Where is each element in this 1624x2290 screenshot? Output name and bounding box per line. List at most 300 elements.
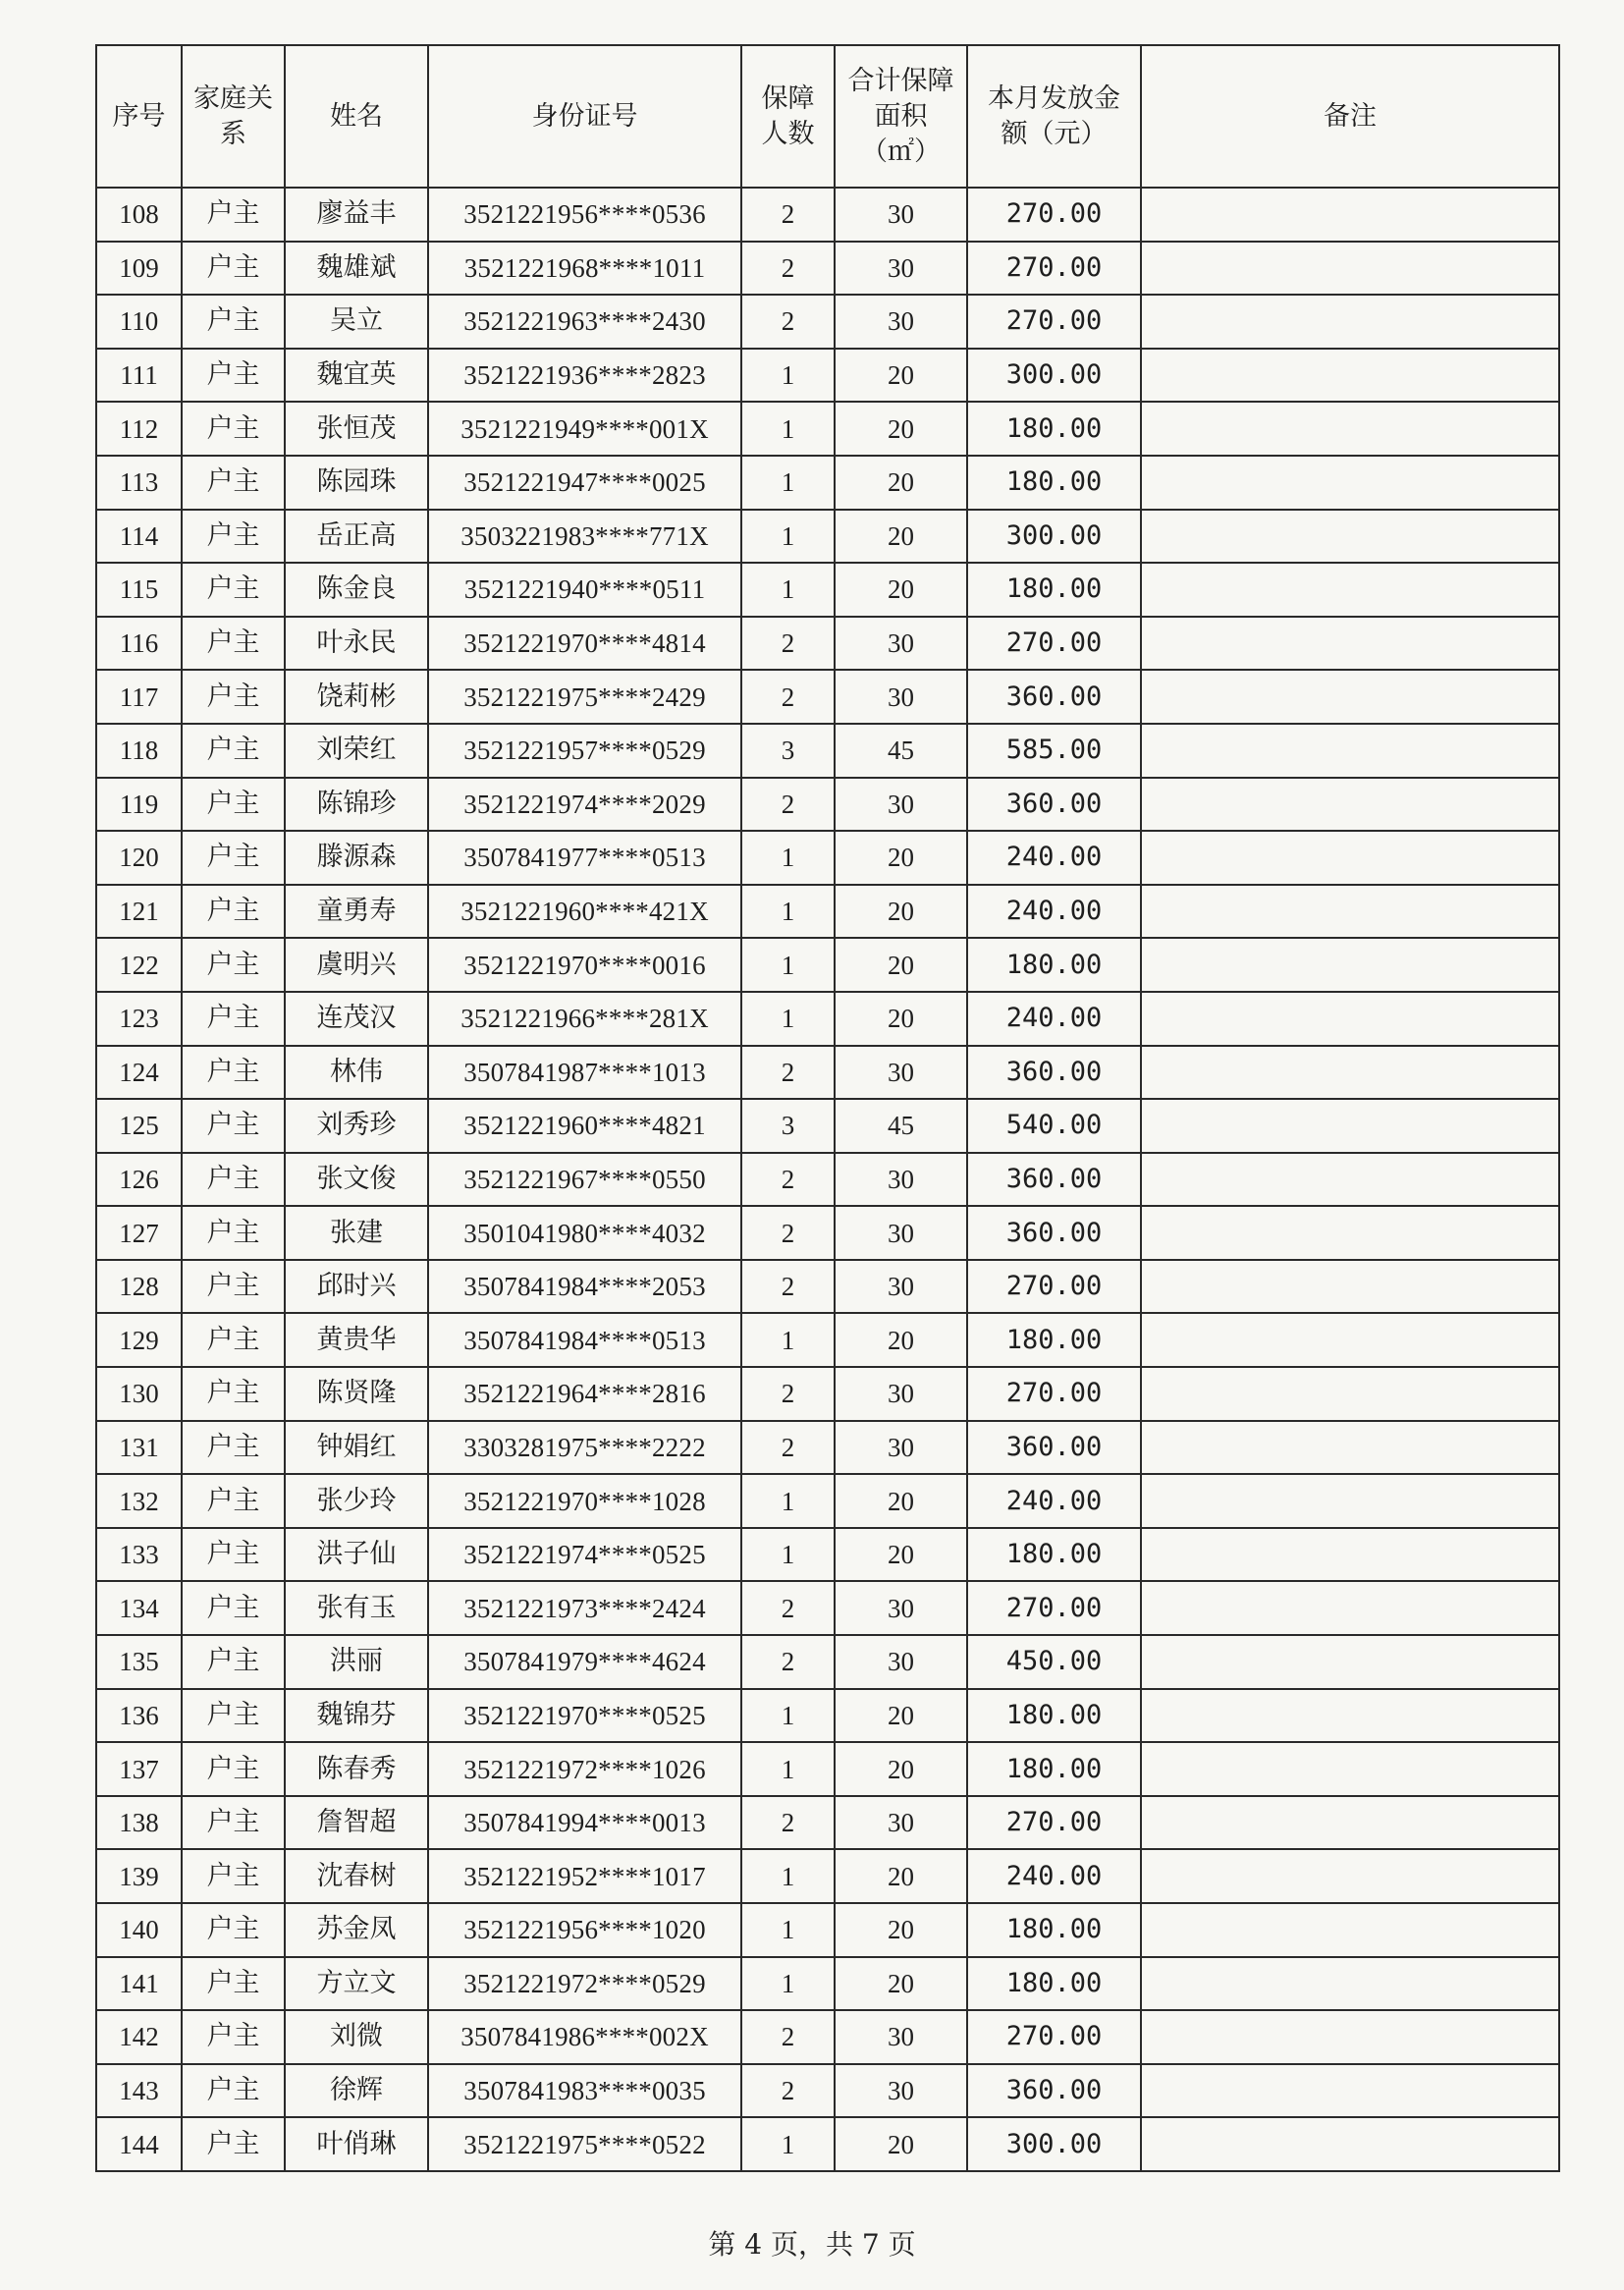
cell-relation: 户主 <box>182 1581 285 1635</box>
cell-remark <box>1141 563 1559 617</box>
cell-remark <box>1141 1367 1559 1421</box>
table-row <box>96 402 1559 456</box>
cell-amount: 270.00 <box>967 1260 1141 1314</box>
cell-id-number: 3507841994****0013 <box>428 1796 741 1850</box>
header-name: 姓名 <box>285 45 428 188</box>
cell-id-number: 3521221972****1026 <box>428 1742 741 1796</box>
cell-remark <box>1141 349 1559 403</box>
cell-area: 30 <box>835 778 967 832</box>
cell-seq: 140 <box>96 1903 182 1957</box>
cell-relation: 户主 <box>182 670 285 724</box>
cell-id-number: 3521221947****0025 <box>428 456 741 510</box>
cell-area: 20 <box>835 402 967 456</box>
cell-seq: 119 <box>96 778 182 832</box>
cell-persons: 1 <box>741 831 835 885</box>
table-row <box>96 188 1559 242</box>
cell-id-number: 3507841984****0513 <box>428 1313 741 1367</box>
table-row <box>96 617 1559 671</box>
cell-amount: 300.00 <box>967 2117 1141 2171</box>
header-row <box>96 45 1559 188</box>
cell-amount: 240.00 <box>967 885 1141 939</box>
cell-amount: 540.00 <box>967 1099 1141 1153</box>
cell-seq: 138 <box>96 1796 182 1850</box>
cell-id-number: 3521221964****2816 <box>428 1367 741 1421</box>
cell-id-number: 3501041980****4032 <box>428 1206 741 1260</box>
cell-persons: 1 <box>741 1849 835 1903</box>
cell-relation: 户主 <box>182 1742 285 1796</box>
cell-id-number: 3521221956****1020 <box>428 1903 741 1957</box>
table-row <box>96 2117 1559 2171</box>
table-row <box>96 1849 1559 1903</box>
cell-id-number: 3521221970****1028 <box>428 1474 741 1528</box>
cell-persons: 1 <box>741 402 835 456</box>
cell-remark <box>1141 1099 1559 1153</box>
cell-persons: 3 <box>741 724 835 778</box>
cell-area: 20 <box>835 1689 967 1743</box>
cell-remark <box>1141 1046 1559 1100</box>
cell-persons: 1 <box>741 992 835 1046</box>
cell-persons: 1 <box>741 1957 835 2011</box>
cell-id-number: 3521221973****2424 <box>428 1581 741 1635</box>
cell-area: 20 <box>835 885 967 939</box>
cell-remark <box>1141 2010 1559 2064</box>
table-row <box>96 1260 1559 1314</box>
header-remarks: 备注 <box>1141 45 1559 188</box>
cell-relation: 户主 <box>182 188 285 242</box>
cell-remark <box>1141 242 1559 296</box>
cell-remark <box>1141 1474 1559 1528</box>
table-row <box>96 1689 1559 1743</box>
cell-id-number: 3521221972****0529 <box>428 1957 741 2011</box>
cell-area: 20 <box>835 831 967 885</box>
cell-area: 30 <box>835 242 967 296</box>
header-seq: 序号 <box>96 45 182 188</box>
cell-name: 沈春树 <box>285 1849 428 1903</box>
cell-relation: 户主 <box>182 1206 285 1260</box>
cell-amount: 180.00 <box>967 1903 1141 1957</box>
cell-remark <box>1141 831 1559 885</box>
cell-seq: 115 <box>96 563 182 617</box>
cell-amount: 270.00 <box>967 1796 1141 1850</box>
cell-id-number: 3521221949****001X <box>428 402 741 456</box>
cell-area: 30 <box>835 1260 967 1314</box>
cell-area: 20 <box>835 2117 967 2171</box>
page-number: 第 4 页，共 7 页 <box>708 2228 916 2261</box>
cell-name: 陈锦珍 <box>285 778 428 832</box>
cell-relation: 户主 <box>182 1903 285 1957</box>
cell-name: 苏金凤 <box>285 1903 428 1957</box>
cell-area: 30 <box>835 1367 967 1421</box>
cell-id-number: 3521221936****2823 <box>428 349 741 403</box>
cell-remark <box>1141 938 1559 992</box>
cell-relation: 户主 <box>182 1474 285 1528</box>
cell-name: 廖益丰 <box>285 188 428 242</box>
table-row <box>96 1421 1559 1475</box>
cell-seq: 126 <box>96 1153 182 1207</box>
cell-area: 30 <box>835 1635 967 1689</box>
cell-id-number: 3521221974****0525 <box>428 1528 741 1582</box>
cell-amount: 360.00 <box>967 1153 1141 1207</box>
cell-amount: 270.00 <box>967 2010 1141 2064</box>
table-row <box>96 1957 1559 2011</box>
cell-seq: 123 <box>96 992 182 1046</box>
cell-relation: 户主 <box>182 1849 285 1903</box>
cell-id-number: 3521221975****2429 <box>428 670 741 724</box>
cell-seq: 134 <box>96 1581 182 1635</box>
cell-area: 45 <box>835 724 967 778</box>
cell-relation: 户主 <box>182 724 285 778</box>
cell-remark <box>1141 1903 1559 1957</box>
cell-remark <box>1141 1689 1559 1743</box>
cell-area: 30 <box>835 1153 967 1207</box>
cell-persons: 2 <box>741 1206 835 1260</box>
cell-persons: 2 <box>741 1581 835 1635</box>
table-row <box>96 1796 1559 1850</box>
cell-seq: 116 <box>96 617 182 671</box>
cell-persons: 2 <box>741 1046 835 1100</box>
cell-seq: 127 <box>96 1206 182 1260</box>
cell-amount: 360.00 <box>967 1046 1141 1100</box>
cell-area: 30 <box>835 1421 967 1475</box>
cell-id-number: 3507841979****4624 <box>428 1635 741 1689</box>
cell-amount: 270.00 <box>967 295 1141 349</box>
cell-relation: 户主 <box>182 1635 285 1689</box>
cell-area: 20 <box>835 1849 967 1903</box>
cell-amount: 270.00 <box>967 1581 1141 1635</box>
cell-amount: 180.00 <box>967 1528 1141 1582</box>
cell-relation: 户主 <box>182 1957 285 2011</box>
cell-persons: 1 <box>741 510 835 564</box>
table-row <box>96 1742 1559 1796</box>
cell-persons: 1 <box>741 1742 835 1796</box>
cell-id-number: 3521221960****4821 <box>428 1099 741 1153</box>
cell-persons: 2 <box>741 617 835 671</box>
cell-remark <box>1141 1796 1559 1850</box>
cell-id-number: 3521221956****0536 <box>428 188 741 242</box>
cell-id-number: 3521221940****0511 <box>428 563 741 617</box>
cell-persons: 1 <box>741 563 835 617</box>
cell-amount: 360.00 <box>967 1421 1141 1475</box>
cell-id-number: 3521221970****0016 <box>428 938 741 992</box>
cell-remark <box>1141 670 1559 724</box>
cell-persons: 1 <box>741 1474 835 1528</box>
cell-remark <box>1141 1957 1559 2011</box>
cell-seq: 135 <box>96 1635 182 1689</box>
cell-area: 30 <box>835 670 967 724</box>
cell-seq: 132 <box>96 1474 182 1528</box>
cell-name: 张少玲 <box>285 1474 428 1528</box>
cell-area: 20 <box>835 510 967 564</box>
cell-seq: 124 <box>96 1046 182 1100</box>
table-row <box>96 1313 1559 1367</box>
cell-amount: 180.00 <box>967 1957 1141 2011</box>
cell-area: 20 <box>835 1742 967 1796</box>
cell-remark <box>1141 1849 1559 1903</box>
cell-relation: 户主 <box>182 349 285 403</box>
cell-relation: 户主 <box>182 992 285 1046</box>
cell-seq: 133 <box>96 1528 182 1582</box>
cell-area: 30 <box>835 295 967 349</box>
cell-seq: 110 <box>96 295 182 349</box>
cell-area: 20 <box>835 1474 967 1528</box>
cell-name: 詹智超 <box>285 1796 428 1850</box>
cell-id-number: 3507841977****0513 <box>428 831 741 885</box>
cell-remark <box>1141 885 1559 939</box>
cell-persons: 1 <box>741 1689 835 1743</box>
cell-persons: 2 <box>741 295 835 349</box>
cell-relation: 户主 <box>182 1421 285 1475</box>
cell-relation: 户主 <box>182 1099 285 1153</box>
table-row <box>96 510 1559 564</box>
cell-remark <box>1141 1635 1559 1689</box>
cell-area: 20 <box>835 992 967 1046</box>
cell-remark <box>1141 2064 1559 2118</box>
table-row <box>96 1206 1559 1260</box>
cell-amount: 300.00 <box>967 510 1141 564</box>
cell-seq: 112 <box>96 402 182 456</box>
table-row <box>96 563 1559 617</box>
cell-amount: 450.00 <box>967 1635 1141 1689</box>
table-row <box>96 2010 1559 2064</box>
cell-id-number: 3521221970****4814 <box>428 617 741 671</box>
cell-persons: 2 <box>741 1635 835 1689</box>
cell-persons: 3 <box>741 1099 835 1153</box>
cell-area: 30 <box>835 2064 967 2118</box>
cell-name: 滕源森 <box>285 831 428 885</box>
cell-name: 魏宜英 <box>285 349 428 403</box>
subsidy-roster-table <box>95 44 1560 2172</box>
table-row <box>96 778 1559 832</box>
header-area: 合计保障 面积 （㎡） <box>835 45 967 188</box>
cell-relation: 户主 <box>182 402 285 456</box>
cell-area: 30 <box>835 188 967 242</box>
table-row <box>96 885 1559 939</box>
cell-name: 童勇寿 <box>285 885 428 939</box>
cell-area: 20 <box>835 938 967 992</box>
cell-remark <box>1141 724 1559 778</box>
cell-area: 20 <box>835 1313 967 1367</box>
cell-remark <box>1141 1206 1559 1260</box>
cell-amount: 240.00 <box>967 1474 1141 1528</box>
table-row <box>96 456 1559 510</box>
cell-relation: 户主 <box>182 2010 285 2064</box>
cell-seq: 109 <box>96 242 182 296</box>
cell-name: 叶俏琳 <box>285 2117 428 2171</box>
cell-seq: 125 <box>96 1099 182 1153</box>
cell-remark <box>1141 456 1559 510</box>
cell-amount: 360.00 <box>967 670 1141 724</box>
cell-seq: 139 <box>96 1849 182 1903</box>
cell-relation: 户主 <box>182 1689 285 1743</box>
cell-remark <box>1141 778 1559 832</box>
cell-relation: 户主 <box>182 885 285 939</box>
cell-area: 45 <box>835 1099 967 1153</box>
cell-seq: 111 <box>96 349 182 403</box>
cell-seq: 137 <box>96 1742 182 1796</box>
table-row <box>96 670 1559 724</box>
cell-seq: 129 <box>96 1313 182 1367</box>
cell-name: 岳正高 <box>285 510 428 564</box>
cell-remark <box>1141 1313 1559 1367</box>
cell-name: 钟娟红 <box>285 1421 428 1475</box>
header-relation: 家庭关 系 <box>182 45 285 188</box>
cell-name: 饶莉彬 <box>285 670 428 724</box>
cell-remark <box>1141 1421 1559 1475</box>
cell-area: 30 <box>835 617 967 671</box>
cell-relation: 户主 <box>182 2117 285 2171</box>
cell-id-number: 3521221975****0522 <box>428 2117 741 2171</box>
cell-remark <box>1141 1260 1559 1314</box>
cell-name: 张建 <box>285 1206 428 1260</box>
table-row <box>96 938 1559 992</box>
cell-persons: 2 <box>741 670 835 724</box>
cell-persons: 1 <box>741 1903 835 1957</box>
table-row <box>96 349 1559 403</box>
cell-relation: 户主 <box>182 831 285 885</box>
cell-name: 洪丽 <box>285 1635 428 1689</box>
cell-area: 20 <box>835 349 967 403</box>
cell-name: 连茂汉 <box>285 992 428 1046</box>
cell-relation: 户主 <box>182 1528 285 1582</box>
cell-seq: 128 <box>96 1260 182 1314</box>
cell-relation: 户主 <box>182 938 285 992</box>
cell-amount: 270.00 <box>967 617 1141 671</box>
cell-name: 吴立 <box>285 295 428 349</box>
cell-remark <box>1141 2117 1559 2171</box>
table-header <box>96 45 1559 188</box>
cell-name: 陈贤隆 <box>285 1367 428 1421</box>
cell-amount: 180.00 <box>967 456 1141 510</box>
cell-area: 30 <box>835 1796 967 1850</box>
cell-name: 魏雄斌 <box>285 242 428 296</box>
cell-persons: 2 <box>741 2010 835 2064</box>
cell-seq: 130 <box>96 1367 182 1421</box>
cell-area: 20 <box>835 1957 967 2011</box>
table-body <box>96 188 1559 2171</box>
cell-persons: 2 <box>741 1153 835 1207</box>
cell-amount: 180.00 <box>967 1689 1141 1743</box>
cell-name: 黄贵华 <box>285 1313 428 1367</box>
cell-relation: 户主 <box>182 2064 285 2118</box>
cell-amount: 270.00 <box>967 242 1141 296</box>
cell-persons: 2 <box>741 242 835 296</box>
cell-name: 徐辉 <box>285 2064 428 2118</box>
cell-relation: 户主 <box>182 1367 285 1421</box>
cell-relation: 户主 <box>182 1153 285 1207</box>
cell-id-number: 3507841983****0035 <box>428 2064 741 2118</box>
table-row <box>96 242 1559 296</box>
cell-id-number: 3303281975****2222 <box>428 1421 741 1475</box>
table-row <box>96 1046 1559 1100</box>
cell-name: 陈金良 <box>285 563 428 617</box>
cell-amount: 270.00 <box>967 1367 1141 1421</box>
cell-name: 方立文 <box>285 1957 428 2011</box>
cell-id-number: 3521221967****0550 <box>428 1153 741 1207</box>
cell-relation: 户主 <box>182 1796 285 1850</box>
cell-seq: 108 <box>96 188 182 242</box>
cell-amount: 360.00 <box>967 778 1141 832</box>
cell-id-number: 3521221974****2029 <box>428 778 741 832</box>
cell-name: 刘秀珍 <box>285 1099 428 1153</box>
cell-persons: 1 <box>741 1528 835 1582</box>
header-persons: 保障 人数 <box>741 45 835 188</box>
cell-amount: 300.00 <box>967 349 1141 403</box>
cell-remark <box>1141 510 1559 564</box>
cell-relation: 户主 <box>182 1046 285 1100</box>
cell-id-number: 3507841987****1013 <box>428 1046 741 1100</box>
cell-seq: 120 <box>96 831 182 885</box>
cell-persons: 1 <box>741 456 835 510</box>
cell-area: 20 <box>835 1903 967 1957</box>
cell-persons: 1 <box>741 885 835 939</box>
cell-persons: 1 <box>741 938 835 992</box>
cell-area: 20 <box>835 456 967 510</box>
cell-relation: 户主 <box>182 456 285 510</box>
cell-relation: 户主 <box>182 563 285 617</box>
cell-id-number: 3507841984****2053 <box>428 1260 741 1314</box>
table-row <box>96 295 1559 349</box>
table-row <box>96 1581 1559 1635</box>
cell-seq: 131 <box>96 1421 182 1475</box>
cell-persons: 1 <box>741 1313 835 1367</box>
cell-name: 张恒茂 <box>285 402 428 456</box>
cell-area: 30 <box>835 2010 967 2064</box>
cell-amount: 585.00 <box>967 724 1141 778</box>
cell-relation: 户主 <box>182 1260 285 1314</box>
cell-relation: 户主 <box>182 295 285 349</box>
cell-persons: 1 <box>741 2117 835 2171</box>
table-row <box>96 1367 1559 1421</box>
cell-persons: 2 <box>741 1421 835 1475</box>
cell-name: 陈园珠 <box>285 456 428 510</box>
table-row <box>96 2064 1559 2118</box>
cell-amount: 270.00 <box>967 188 1141 242</box>
cell-amount: 240.00 <box>967 831 1141 885</box>
cell-remark <box>1141 1153 1559 1207</box>
table-row <box>96 1153 1559 1207</box>
cell-area: 30 <box>835 1581 967 1635</box>
cell-id-number: 3521221957****0529 <box>428 724 741 778</box>
cell-seq: 144 <box>96 2117 182 2171</box>
cell-id-number: 3521221970****0525 <box>428 1689 741 1743</box>
cell-amount: 360.00 <box>967 1206 1141 1260</box>
cell-name: 张文俊 <box>285 1153 428 1207</box>
cell-seq: 121 <box>96 885 182 939</box>
cell-name: 邱时兴 <box>285 1260 428 1314</box>
cell-remark <box>1141 992 1559 1046</box>
cell-seq: 122 <box>96 938 182 992</box>
cell-id-number: 3521221952****1017 <box>428 1849 741 1903</box>
cell-remark <box>1141 295 1559 349</box>
cell-remark <box>1141 188 1559 242</box>
cell-amount: 180.00 <box>967 1313 1141 1367</box>
table-row <box>96 1903 1559 1957</box>
cell-remark <box>1141 1528 1559 1582</box>
cell-seq: 118 <box>96 724 182 778</box>
cell-amount: 180.00 <box>967 1742 1141 1796</box>
cell-persons: 2 <box>741 778 835 832</box>
cell-id-number: 3521221968****1011 <box>428 242 741 296</box>
cell-persons: 1 <box>741 349 835 403</box>
cell-name: 林伟 <box>285 1046 428 1100</box>
cell-name: 魏锦芬 <box>285 1689 428 1743</box>
table-row <box>96 1099 1559 1153</box>
cell-seq: 143 <box>96 2064 182 2118</box>
cell-persons: 2 <box>741 1260 835 1314</box>
cell-persons: 2 <box>741 2064 835 2118</box>
cell-amount: 180.00 <box>967 563 1141 617</box>
cell-name: 刘荣红 <box>285 724 428 778</box>
